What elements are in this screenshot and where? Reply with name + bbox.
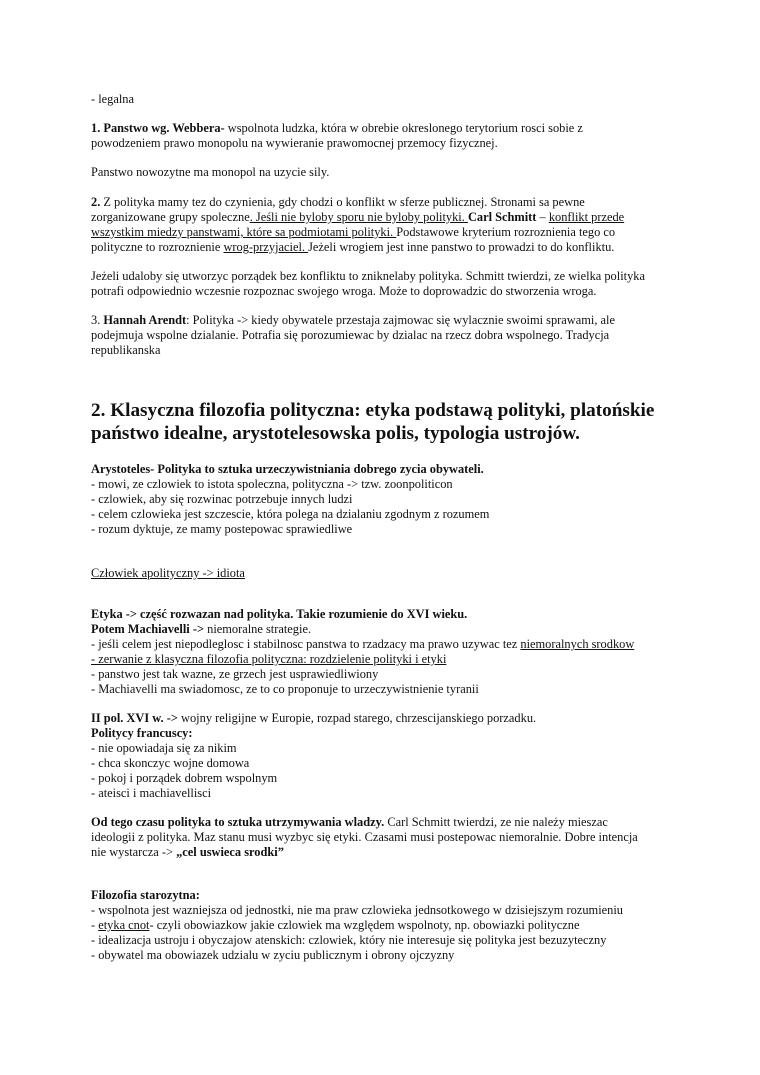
ancient-line-2 xyxy=(91,918,580,933)
machiavelli-rest: niemoralne strategie. xyxy=(204,622,312,636)
ancient-line-3: - idealizacja ustroju i obyczajow atenskich: czlowiek, który nie interesuje się polityka jest bezuzyteczny xyxy=(91,933,607,947)
schmitt-underlined-4: wrog-przyjaciel. xyxy=(223,240,309,254)
french-item: - nie opowiadaja się za nikim xyxy=(91,741,237,755)
schmitt-text-2a: zorganizowane grupy spoleczne xyxy=(91,210,250,224)
schmitt-underlined-1: . Jeśli nie byloby sporu nie byloby polityki. xyxy=(249,210,468,224)
machiavelli-line xyxy=(91,622,311,637)
section-heading-line-2: państwo idealne, arystotelesowska polis, typologia ustrojów. xyxy=(91,423,580,444)
arendt-line-2: podejmuja wspolne dzialanie. Potrafia się porozumiewac by dzialac na rzecz dobra wspolnego. Tradycja xyxy=(91,328,610,342)
arendt-number: 3. xyxy=(91,313,104,327)
aristotle-item: - mowi, ze czlowiek to istota spoleczna, polityczna -> tzw. zoonpoliticon xyxy=(91,477,453,491)
schmitt-text-1: Z polityka mamy tez do czynienia, gdy chodzi o konflikt w sferze publicznej. Stronami sa pewne xyxy=(100,195,585,209)
modern-state-line: Panstwo nowozytne ma monopol na uzycie sily. xyxy=(91,165,330,179)
ethics-underlined-3b: niemoralnych srodkow xyxy=(520,637,635,651)
weber-definition: wspolnota ludzka, która w obrebie okreslonego terytorium rosci sobie z xyxy=(224,121,583,135)
ethics-title: Etyka -> część rozwazan nad polityka. Takie rozumienie do XVI wieku. xyxy=(91,607,468,621)
schmitt-line-3 xyxy=(91,225,615,240)
xvi-rest: wojny religijne w Europie, rozpad starego, chrzescijanskiego porzadku. xyxy=(177,711,537,725)
section-heading-line-1: 2. Klasyczna filozofia polityczna: etyka podstawą polityki, platońskie xyxy=(91,400,655,421)
apolitical-line: Człowiek apolityczny -> idiota xyxy=(91,566,245,580)
ethics-line-4: - zerwanie z klasyczna filozofia polityczna: rozdzielenie polityki i etyki xyxy=(91,652,447,666)
schmitt-line-4 xyxy=(91,240,614,255)
ancient-title: Filozofia starozytna: xyxy=(91,888,200,902)
power-line-3 xyxy=(91,845,284,860)
aristotle-item: - celem czlowieka jest szczescie, która polega na dzialaniu zgodnym z rozumem xyxy=(91,507,490,521)
ancient-line-1: - wspolnota jest wazniejsza od jednostki, nie ma praw czlowieka jednsotkowego w dzisiejszym rozumieniu xyxy=(91,903,623,917)
schmitt-line-2 xyxy=(91,210,624,225)
ethics-text-3a: - jeśli celem jest niepodleglosc i stabilnosc panstwa to rzadzacy ma prawo uzywac tez xyxy=(91,637,521,651)
weber-line-1 xyxy=(91,121,583,136)
order-line-2: potrafi odpowiednio wczesnie rozpoznac swojego wroga. Może to doprowadzic do stworzenia wroga. xyxy=(91,284,597,298)
ancient-dash: - xyxy=(91,918,99,932)
arendt-text-1: : Polityka -> kiedy obywatele przestaja zajmowac się wylacznie swoimi sprawami, ale xyxy=(186,313,615,327)
schmitt-line-1 xyxy=(91,195,585,210)
arendt-author: Hannah Arendt xyxy=(103,313,187,327)
french-item: - chca skonczyc wojne domowa xyxy=(91,756,250,770)
ancient-underlined: etyka cnot xyxy=(98,918,150,932)
power-line-1 xyxy=(91,815,608,830)
power-text-3a: nie wystarcza -> xyxy=(91,845,177,859)
aristotle-item: - rozum dyktuje, ze mamy postepowac sprawiedliwe xyxy=(91,522,353,536)
power-quote: „cel uswieca srodki” xyxy=(176,845,284,859)
weber-line-2: powodzeniem prawo monopolu na wywieranie prawomocnej przemocy fizycznej. xyxy=(91,136,498,150)
schmitt-text-4a: polityczne to rozroznienie xyxy=(91,240,224,254)
ethics-line-3 xyxy=(91,637,634,652)
french-politicians-title: Politycy francuscy: xyxy=(91,726,193,740)
arendt-line-1 xyxy=(91,313,615,328)
arendt-line-3: republikanska xyxy=(91,343,161,357)
schmitt-author: Carl Schmitt xyxy=(467,210,537,224)
ancient-text-2c: - czyli obowiazkow jakie czlowiek ma względem wspolnoty, np. obowiazki polityczne xyxy=(149,918,580,932)
schmitt-text-4c: Jeżeli wrogiem jest inne panstwo to prowadzi to do konfliktu. xyxy=(308,240,615,254)
schmitt-underlined-3: wszystkim miedzy panstwami, które sa podmiotami polityki. xyxy=(91,225,397,239)
order-line-1: Jeżeli udaloby się utworzyc porządek bez konfliktu to zniknelaby polityka. Schmitt twierdzi, ze wielka polityka xyxy=(91,269,645,283)
power-text-1: Carl Schmitt twierdzi, ze nie należy mieszac xyxy=(384,815,608,829)
legal-line: - legalna xyxy=(91,92,134,106)
schmitt-underlined-2: konflikt przede xyxy=(548,210,625,224)
xvi-title: II pol. XVI w. -> xyxy=(91,711,178,725)
ethics-line-6: - Machiavelli ma swiadomosc, ze to co proponuje to urzeczywistnienie tyranii xyxy=(91,682,479,696)
weber-term: Panstwo wg. Webbera- xyxy=(103,121,225,135)
aristotle-title: Arystoteles- Polityka to sztuka urzeczywistniania dobrego zycia obywateli. xyxy=(91,462,484,476)
machiavelli-name: Potem Machiavelli -> xyxy=(91,622,205,636)
power-line-2: ideologii z polityka. Maz stanu musi wyzbyc się etyki. Czasami musi postepowac niemoralnie. Dobre intencja xyxy=(91,830,638,844)
xvi-line xyxy=(91,711,536,726)
power-bold: Od tego czasu polityka to sztuka utrzymywania wladzy. xyxy=(91,815,385,829)
schmitt-number: 2. xyxy=(91,195,101,209)
french-item: - ateisci i machiavellisci xyxy=(91,786,212,800)
ancient-line-4: - obywatel ma obowiazek udzialu w zyciu publicznym i obrony ojczyzny xyxy=(91,948,455,962)
french-item: - pokoj i porządek dobrem wspolnym xyxy=(91,771,278,785)
ethics-line-5: - panstwo jest tak wazne, ze grzech jest usprawiedliwiony xyxy=(91,667,379,681)
weber-number: 1. xyxy=(91,121,104,135)
aristotle-item: - czlowiek, aby się rozwinac potrzebuje innych ludzi xyxy=(91,492,353,506)
schmitt-dash: – xyxy=(536,210,549,224)
schmitt-text-3b: Podstawowe kryterium rozroznienia tego co xyxy=(396,225,616,239)
